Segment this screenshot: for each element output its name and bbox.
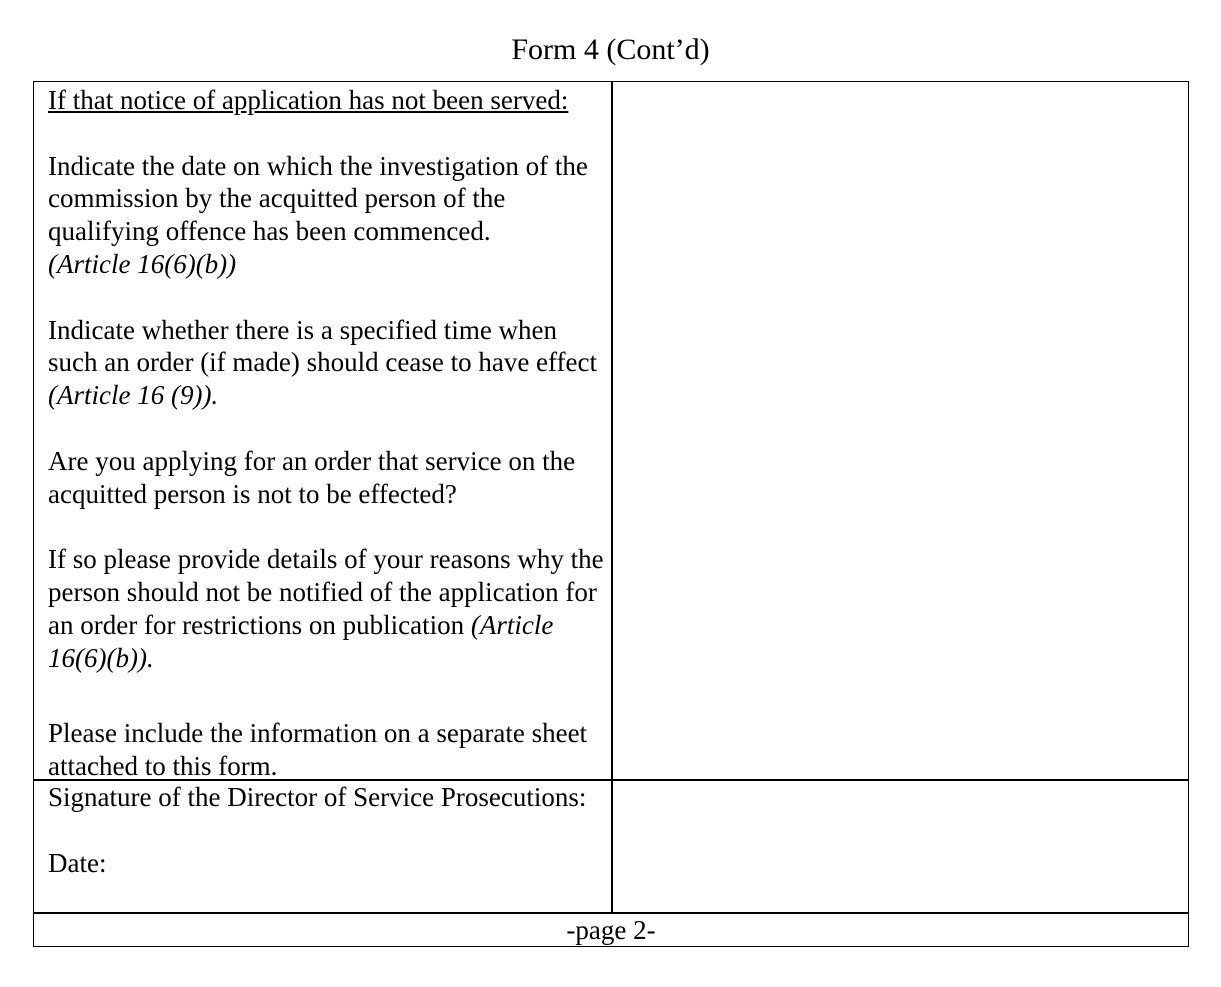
- article-reference: (Article 16 (9)).: [48, 380, 219, 411]
- questions-cell: [48, 82, 608, 783]
- form-title: Form 4 (Cont’d): [511, 33, 710, 66]
- separate-sheet-note: Please include the information on a separate sheet attached to this form.: [48, 718, 588, 782]
- section-heading: If that notice of application has not been served:: [48, 85, 569, 115]
- page-number: -page 2-: [566, 915, 656, 945]
- answer-field[interactable]: [613, 82, 1188, 779]
- date-label: Date:: [48, 847, 107, 878]
- question-reasons: [48, 543, 608, 674]
- signature-field[interactable]: [613, 781, 1188, 912]
- form-table: [33, 81, 1189, 947]
- question-text: If so please provide details of your reasons why the person should not be notified of the application for an order for restrictions on publication: [48, 544, 604, 640]
- question-specified-time: [48, 314, 608, 412]
- article-reference: (Article 16(6)(b)).: [48, 609, 554, 673]
- question-text: Indicate the date on which the investigation of the commission by the acquitted person of the qualifying offence has been commenced.: [48, 150, 588, 247]
- signature-label: Signature of the Director of Service Prosecutions:: [48, 782, 587, 812]
- article-reference: (Article 16(6)(b)): [48, 248, 237, 279]
- question-commencement-date: [48, 150, 608, 281]
- question-service-not-effected: Are you applying for an order that service on the acquitted person is not to be effected?: [48, 445, 576, 509]
- signature-cell: [48, 781, 608, 879]
- question-text: Indicate whether there is a specified time when such an order (if made) should cease to have effect: [48, 314, 598, 378]
